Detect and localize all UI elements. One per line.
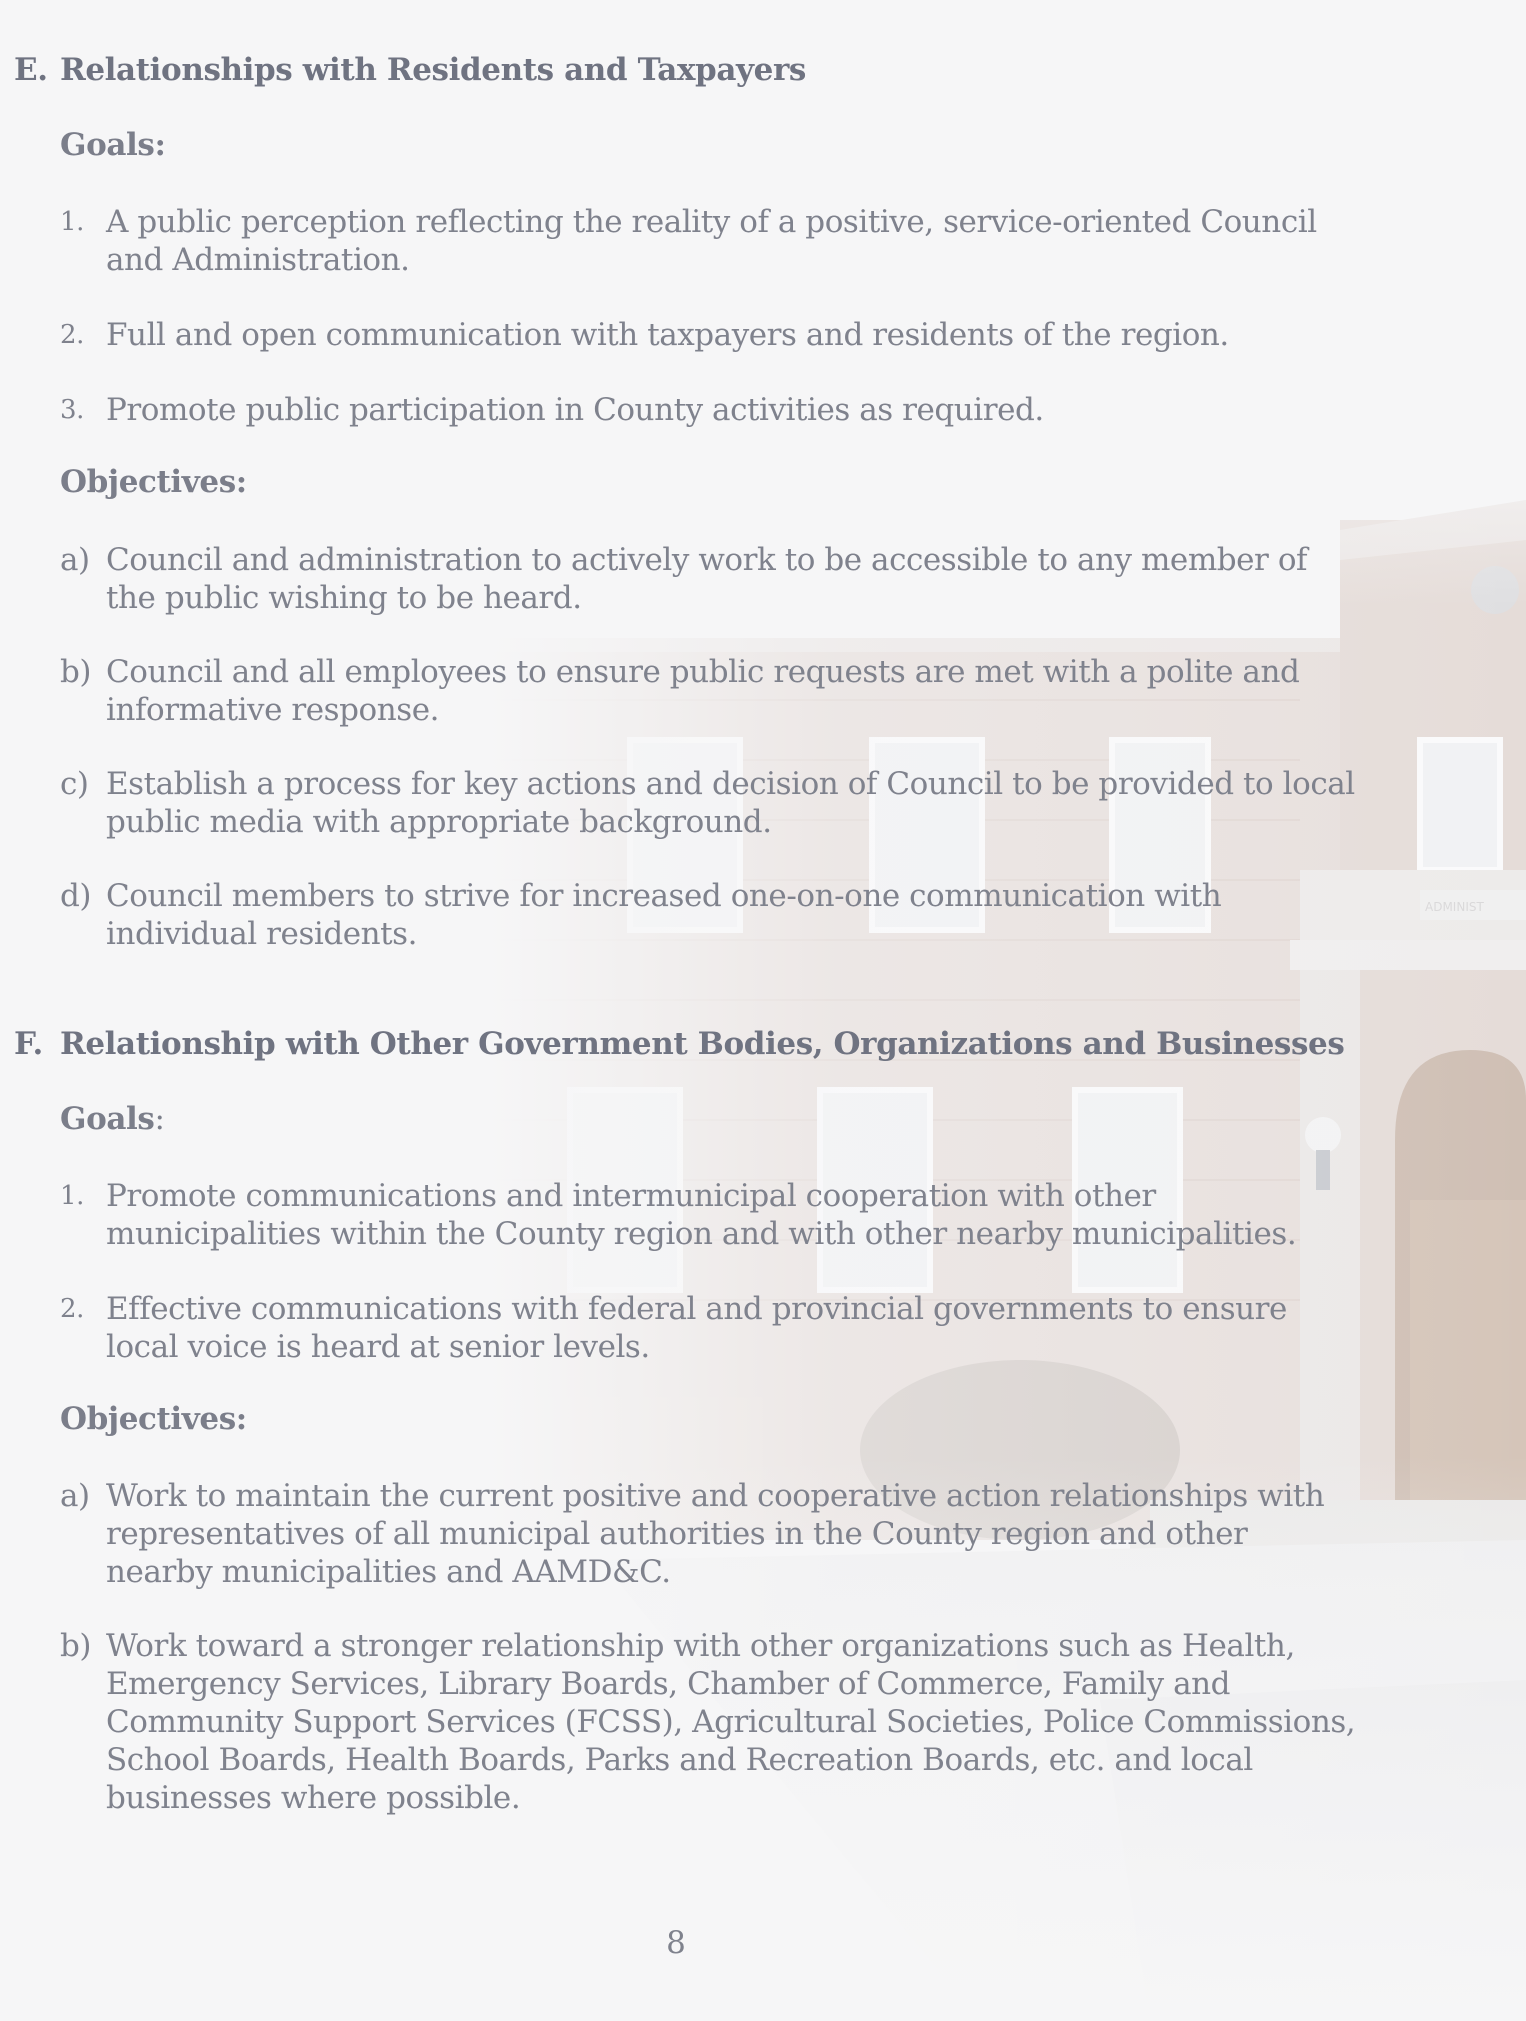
section-e-objectives-label: Objectives: (60, 464, 247, 500)
objective-text: Work to maintain the current positive and cooperative action relationships with representatives of all municipal authorities in the County region and other nearby municipalities and AAMD&C. (106, 1478, 1325, 1590)
objective-text: Council members to strive for increased one-on-one communication with individual residents. (106, 878, 1222, 952)
section-e-objective-d (60, 877, 1360, 953)
section-e-heading (14, 52, 806, 88)
section-f-goals-label (60, 1101, 165, 1137)
section-f-title: Relationship with Other Government Bodies, Organizations and Businesses (60, 1026, 1345, 1062)
objective-marker: a) (60, 1478, 90, 1514)
goal-marker: 1. (60, 1181, 84, 1211)
objective-marker: c) (60, 766, 89, 802)
section-e-objective-c (60, 765, 1360, 841)
objective-text: Council and administration to actively work to be accessible to any member of the public wishing to be heard. (106, 542, 1308, 616)
section-f-objective-a (60, 1477, 1360, 1591)
section-e-goal-3 (60, 391, 1360, 429)
section-f-heading (14, 1026, 1344, 1062)
objective-text: Council and all employees to ensure public requests are met with a polite and informative response. (106, 654, 1300, 728)
section-e-objective-b (60, 653, 1360, 729)
section-f-goal-1 (60, 1177, 1360, 1253)
section-f-letter: F. (14, 1026, 43, 1062)
section-e-goal-2 (60, 316, 1360, 354)
section-e-objective-a (60, 541, 1360, 617)
objective-text: Work toward a stronger relationship with other organizations such as Health, Emergency Services, Library Boards, Chamber of Commerce, Family and Community Support Services (FCSS), Agricultural Societies, Police Commissions, School Boards, Health Boards, Parks and Recreation Boards, etc. and local businesses where possible. (106, 1628, 1356, 1816)
section-e-letter: E. (14, 52, 48, 88)
goal-marker: 2. (60, 320, 84, 350)
section-f-goals-colon: : (154, 1101, 165, 1137)
objective-marker: b) (60, 1628, 92, 1664)
objective-marker: d) (60, 878, 92, 914)
goal-text: Effective communications with federal and provincial governments to ensure local voice is heard at senior levels. (106, 1291, 1287, 1365)
objective-marker: b) (60, 654, 92, 690)
objective-text: Establish a process for key actions and decision of Council to be provided to local public media with appropriate background. (106, 766, 1355, 840)
section-e-title: Relationships with Residents and Taxpayers (60, 52, 806, 88)
page-number: 8 (666, 1925, 686, 1961)
goal-marker: 2. (60, 1294, 84, 1324)
section-e-goal-1 (60, 203, 1360, 279)
goal-marker: 1. (60, 207, 84, 237)
section-f-objectives-label: Objectives: (60, 1401, 247, 1437)
section-f-objective-b (60, 1627, 1360, 1817)
goal-text: A public perception reflecting the reality of a positive, service-oriented Council and Administration. (106, 204, 1317, 278)
section-f-goals-text: Goals (60, 1101, 155, 1137)
goal-text: Promote communications and intermunicipal cooperation with other municipalities within the County region and with other nearby municipalities. (106, 1178, 1297, 1252)
goal-marker: 3. (60, 395, 84, 425)
goal-text: Full and open communication with taxpayers and residents of the region. (106, 317, 1229, 353)
section-e-goals-label: Goals: (60, 127, 166, 163)
objective-marker: a) (60, 542, 90, 578)
goal-text: Promote public participation in County activities as required. (106, 392, 1044, 428)
section-f-goal-2 (60, 1290, 1360, 1366)
